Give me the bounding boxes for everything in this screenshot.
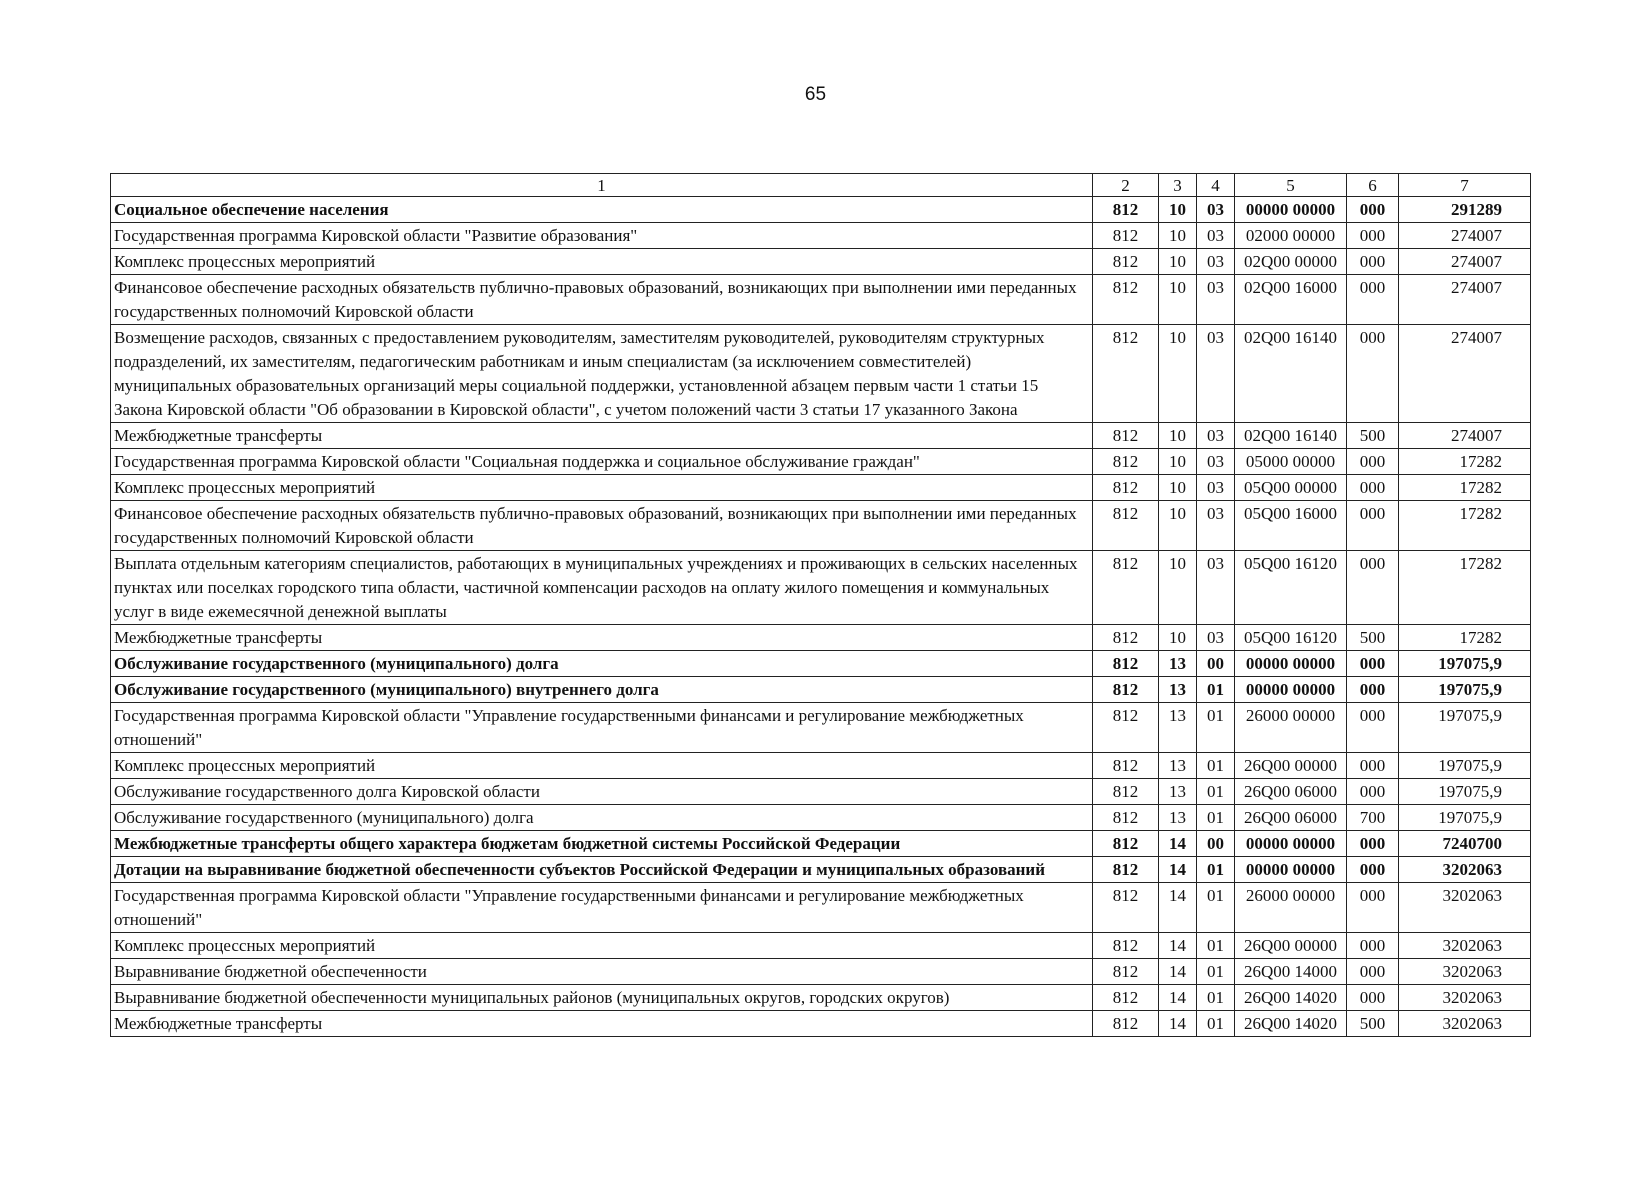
cell-code-6: 000 xyxy=(1347,249,1399,275)
table-body xyxy=(111,197,1531,1037)
cell-code-4: 01 xyxy=(1197,933,1235,959)
cell-code-2: 812 xyxy=(1093,959,1159,985)
cell-code-2: 812 xyxy=(1093,1011,1159,1037)
cell-code-4: 01 xyxy=(1197,857,1235,883)
cell-code-3: 13 xyxy=(1159,753,1197,779)
table-row xyxy=(111,551,1531,625)
cell-code-6: 000 xyxy=(1347,651,1399,677)
cell-code-6: 500 xyxy=(1347,625,1399,651)
cell-code-3: 10 xyxy=(1159,475,1197,501)
cell-code-5: 00000 00000 xyxy=(1235,677,1347,703)
cell-code-5: 05Q00 16120 xyxy=(1235,551,1347,625)
cell-amount: 17282 xyxy=(1399,475,1531,501)
cell-name: Межбюджетные трансферты общего характера бюджетам бюджетной системы Российской Федерации xyxy=(111,831,1093,857)
cell-name: Государственная программа Кировской области "Управление государственными финансами и регулирование межбюджетных отношений" xyxy=(111,703,1093,753)
cell-amount: 197075,9 xyxy=(1399,677,1531,703)
cell-code-3: 10 xyxy=(1159,325,1197,423)
cell-amount: 7240700 xyxy=(1399,831,1531,857)
cell-name: Выплата отдельным категориям специалистов, работающих в муниципальных учреждениях и проживающих в сельских населенных пунктах или поселках городского типа области, частичной компенсации расходов на оплату жилого помещения и коммунальных услуг в виде ежемесячной денежной выплаты xyxy=(111,551,1093,625)
cell-code-5: 05Q00 16000 xyxy=(1235,501,1347,551)
cell-name: Финансовое обеспечение расходных обязательств публично-правовых образований, возникающих при выполнении ими переданных государственных полномочий Кировской области xyxy=(111,501,1093,551)
cell-code-6: 000 xyxy=(1347,933,1399,959)
cell-code-6: 000 xyxy=(1347,753,1399,779)
table-row xyxy=(111,985,1531,1011)
cell-name: Комплекс процессных мероприятий xyxy=(111,933,1093,959)
table-row xyxy=(111,753,1531,779)
cell-name: Комплекс процессных мероприятий xyxy=(111,753,1093,779)
cell-code-6: 000 xyxy=(1347,677,1399,703)
cell-code-6: 000 xyxy=(1347,857,1399,883)
cell-code-4: 03 xyxy=(1197,501,1235,551)
cell-code-3: 13 xyxy=(1159,677,1197,703)
cell-code-4: 03 xyxy=(1197,275,1235,325)
cell-code-4: 03 xyxy=(1197,475,1235,501)
cell-amount: 197075,9 xyxy=(1399,703,1531,753)
table-row xyxy=(111,449,1531,475)
cell-code-4: 03 xyxy=(1197,249,1235,275)
cell-code-4: 01 xyxy=(1197,753,1235,779)
cell-code-2: 812 xyxy=(1093,197,1159,223)
table-row xyxy=(111,959,1531,985)
cell-code-2: 812 xyxy=(1093,883,1159,933)
cell-code-3: 14 xyxy=(1159,959,1197,985)
cell-code-2: 812 xyxy=(1093,325,1159,423)
cell-code-3: 10 xyxy=(1159,423,1197,449)
cell-name: Выравнивание бюджетной обеспеченности xyxy=(111,959,1093,985)
cell-code-5: 00000 00000 xyxy=(1235,831,1347,857)
cell-name: Государственная программа Кировской области "Развитие образования" xyxy=(111,223,1093,249)
cell-amount: 17282 xyxy=(1399,551,1531,625)
table-row xyxy=(111,779,1531,805)
cell-code-2: 812 xyxy=(1093,501,1159,551)
cell-code-4: 01 xyxy=(1197,883,1235,933)
cell-code-5: 00000 00000 xyxy=(1235,197,1347,223)
table-row xyxy=(111,423,1531,449)
cell-code-3: 14 xyxy=(1159,985,1197,1011)
cell-code-2: 812 xyxy=(1093,449,1159,475)
cell-code-5: 26Q00 00000 xyxy=(1235,933,1347,959)
cell-code-5: 02Q00 16140 xyxy=(1235,325,1347,423)
cell-code-2: 812 xyxy=(1093,275,1159,325)
table-row xyxy=(111,249,1531,275)
cell-code-6: 000 xyxy=(1347,883,1399,933)
table-row xyxy=(111,501,1531,551)
cell-code-5: 05Q00 16120 xyxy=(1235,625,1347,651)
cell-amount: 274007 xyxy=(1399,223,1531,249)
cell-code-3: 10 xyxy=(1159,249,1197,275)
cell-name: Государственная программа Кировской области "Управление государственными финансами и регулирование межбюджетных отношений" xyxy=(111,883,1093,933)
cell-code-5: 05Q00 00000 xyxy=(1235,475,1347,501)
cell-amount: 17282 xyxy=(1399,501,1531,551)
table-row xyxy=(111,625,1531,651)
table-row xyxy=(111,677,1531,703)
cell-amount: 197075,9 xyxy=(1399,753,1531,779)
cell-amount: 197075,9 xyxy=(1399,651,1531,677)
cell-code-4: 00 xyxy=(1197,651,1235,677)
cell-code-6: 000 xyxy=(1347,223,1399,249)
cell-amount: 197075,9 xyxy=(1399,805,1531,831)
table-row xyxy=(111,325,1531,423)
cell-code-4: 01 xyxy=(1197,779,1235,805)
cell-code-6: 000 xyxy=(1347,551,1399,625)
cell-code-6: 000 xyxy=(1347,325,1399,423)
cell-name: Обслуживание государственного (муниципального) внутреннего долга xyxy=(111,677,1093,703)
cell-code-5: 26Q00 06000 xyxy=(1235,779,1347,805)
cell-code-3: 10 xyxy=(1159,551,1197,625)
cell-amount: 17282 xyxy=(1399,449,1531,475)
cell-amount: 274007 xyxy=(1399,275,1531,325)
cell-code-6: 000 xyxy=(1347,703,1399,753)
cell-name: Государственная программа Кировской области "Социальная поддержка и социальное обслуживание граждан" xyxy=(111,449,1093,475)
header-cell: 7 xyxy=(1399,174,1531,197)
cell-code-5: 02Q00 00000 xyxy=(1235,249,1347,275)
table-row xyxy=(111,831,1531,857)
cell-code-6: 000 xyxy=(1347,779,1399,805)
cell-amount: 274007 xyxy=(1399,423,1531,449)
cell-amount: 3202063 xyxy=(1399,1011,1531,1037)
cell-code-3: 14 xyxy=(1159,857,1197,883)
cell-code-4: 03 xyxy=(1197,423,1235,449)
budget-table xyxy=(110,173,1531,1037)
cell-code-4: 03 xyxy=(1197,325,1235,423)
cell-code-4: 01 xyxy=(1197,805,1235,831)
cell-name: Финансовое обеспечение расходных обязательств публично-правовых образований, возникающих при выполнении ими переданных государственных полномочий Кировской области xyxy=(111,275,1093,325)
cell-code-5: 26Q00 00000 xyxy=(1235,753,1347,779)
table-row xyxy=(111,805,1531,831)
cell-code-2: 812 xyxy=(1093,857,1159,883)
cell-name: Комплекс процессных мероприятий xyxy=(111,475,1093,501)
header-cell: 5 xyxy=(1235,174,1347,197)
cell-code-5: 26000 00000 xyxy=(1235,883,1347,933)
cell-name: Комплекс процессных мероприятий xyxy=(111,249,1093,275)
cell-code-3: 13 xyxy=(1159,805,1197,831)
cell-code-6: 000 xyxy=(1347,985,1399,1011)
cell-code-3: 10 xyxy=(1159,223,1197,249)
cell-code-5: 26Q00 14000 xyxy=(1235,959,1347,985)
cell-code-6: 000 xyxy=(1347,449,1399,475)
cell-code-6: 000 xyxy=(1347,475,1399,501)
cell-code-2: 812 xyxy=(1093,475,1159,501)
cell-name: Выравнивание бюджетной обеспеченности муниципальных районов (муниципальных округов, городских округов) xyxy=(111,985,1093,1011)
cell-code-5: 00000 00000 xyxy=(1235,857,1347,883)
cell-amount: 3202063 xyxy=(1399,959,1531,985)
cell-code-3: 14 xyxy=(1159,1011,1197,1037)
cell-amount: 274007 xyxy=(1399,325,1531,423)
page-number: 65 xyxy=(804,84,827,105)
table-row xyxy=(111,933,1531,959)
cell-name: Обслуживание государственного (муниципального) долга xyxy=(111,651,1093,677)
table-row xyxy=(111,223,1531,249)
cell-code-5: 00000 00000 xyxy=(1235,651,1347,677)
cell-amount: 274007 xyxy=(1399,249,1531,275)
table-row xyxy=(111,1011,1531,1037)
cell-code-5: 02Q00 16140 xyxy=(1235,423,1347,449)
cell-code-2: 812 xyxy=(1093,423,1159,449)
cell-code-3: 14 xyxy=(1159,933,1197,959)
table-row xyxy=(111,197,1531,223)
cell-code-3: 10 xyxy=(1159,625,1197,651)
cell-code-3: 13 xyxy=(1159,779,1197,805)
cell-code-4: 03 xyxy=(1197,449,1235,475)
cell-code-6: 500 xyxy=(1347,1011,1399,1037)
cell-code-2: 812 xyxy=(1093,651,1159,677)
cell-amount: 197075,9 xyxy=(1399,779,1531,805)
cell-code-5: 02000 00000 xyxy=(1235,223,1347,249)
cell-amount: 3202063 xyxy=(1399,985,1531,1011)
cell-code-6: 700 xyxy=(1347,805,1399,831)
cell-amount: 291289 xyxy=(1399,197,1531,223)
cell-code-2: 812 xyxy=(1093,551,1159,625)
table-row xyxy=(111,651,1531,677)
cell-code-4: 00 xyxy=(1197,831,1235,857)
cell-code-5: 26000 00000 xyxy=(1235,703,1347,753)
cell-code-5: 26Q00 14020 xyxy=(1235,985,1347,1011)
cell-code-3: 10 xyxy=(1159,275,1197,325)
cell-code-3: 10 xyxy=(1159,197,1197,223)
cell-code-4: 03 xyxy=(1197,197,1235,223)
cell-code-2: 812 xyxy=(1093,625,1159,651)
cell-code-3: 14 xyxy=(1159,831,1197,857)
cell-name: Социальное обеспечение населения xyxy=(111,197,1093,223)
cell-code-5: 26Q00 06000 xyxy=(1235,805,1347,831)
cell-amount: 3202063 xyxy=(1399,933,1531,959)
cell-name: Обслуживание государственного (муниципального) долга xyxy=(111,805,1093,831)
cell-code-4: 01 xyxy=(1197,703,1235,753)
cell-code-5: 05000 00000 xyxy=(1235,449,1347,475)
cell-amount: 3202063 xyxy=(1399,857,1531,883)
cell-code-5: 26Q00 14020 xyxy=(1235,1011,1347,1037)
cell-code-4: 03 xyxy=(1197,223,1235,249)
header-cell: 2 xyxy=(1093,174,1159,197)
cell-name: Межбюджетные трансферты xyxy=(111,423,1093,449)
cell-code-2: 812 xyxy=(1093,703,1159,753)
cell-code-3: 10 xyxy=(1159,449,1197,475)
cell-code-3: 10 xyxy=(1159,501,1197,551)
header-cell: 1 xyxy=(111,174,1093,197)
cell-code-2: 812 xyxy=(1093,223,1159,249)
cell-code-6: 000 xyxy=(1347,197,1399,223)
table-row xyxy=(111,475,1531,501)
cell-name: Возмещение расходов, связанных с предоставлением руководителям, заместителям руководителей, руководителям структурных подразделений, их заместителям, педагогическим работникам и иным специалистам (за исключением совместителей) муниципальных образовательных организаций меры социальной поддержки, установленной абзацем первым части 1 статьи 15 Закона Кировской области "Об образовании в Кировской области", с учетом положений части 3 статьи 17 указанного Закона xyxy=(111,325,1093,423)
cell-code-6: 000 xyxy=(1347,501,1399,551)
table-row xyxy=(111,883,1531,933)
cell-code-2: 812 xyxy=(1093,677,1159,703)
cell-code-3: 13 xyxy=(1159,703,1197,753)
cell-code-2: 812 xyxy=(1093,805,1159,831)
cell-code-2: 812 xyxy=(1093,779,1159,805)
cell-code-2: 812 xyxy=(1093,933,1159,959)
cell-name: Межбюджетные трансферты xyxy=(111,625,1093,651)
cell-code-3: 14 xyxy=(1159,883,1197,933)
cell-code-4: 01 xyxy=(1197,1011,1235,1037)
cell-code-6: 500 xyxy=(1347,423,1399,449)
cell-code-2: 812 xyxy=(1093,985,1159,1011)
cell-code-5: 02Q00 16000 xyxy=(1235,275,1347,325)
cell-name: Дотации на выравнивание бюджетной обеспеченности субъектов Российской Федерации и муниципальных образований xyxy=(111,857,1093,883)
cell-code-2: 812 xyxy=(1093,831,1159,857)
table-row xyxy=(111,857,1531,883)
cell-code-2: 812 xyxy=(1093,249,1159,275)
cell-code-3: 13 xyxy=(1159,651,1197,677)
cell-code-6: 000 xyxy=(1347,831,1399,857)
cell-code-4: 01 xyxy=(1197,985,1235,1011)
cell-code-6: 000 xyxy=(1347,959,1399,985)
header-cell: 6 xyxy=(1347,174,1399,197)
cell-code-4: 03 xyxy=(1197,625,1235,651)
header-cell: 4 xyxy=(1197,174,1235,197)
cell-name: Обслуживание государственного долга Кировской области xyxy=(111,779,1093,805)
header-row xyxy=(111,174,1531,197)
cell-amount: 17282 xyxy=(1399,625,1531,651)
header-cell: 3 xyxy=(1159,174,1197,197)
cell-amount: 3202063 xyxy=(1399,883,1531,933)
cell-code-4: 03 xyxy=(1197,551,1235,625)
cell-code-6: 000 xyxy=(1347,275,1399,325)
cell-code-4: 01 xyxy=(1197,959,1235,985)
cell-code-2: 812 xyxy=(1093,753,1159,779)
table-row xyxy=(111,275,1531,325)
cell-code-4: 01 xyxy=(1197,677,1235,703)
table-row xyxy=(111,703,1531,753)
cell-name: Межбюджетные трансферты xyxy=(111,1011,1093,1037)
